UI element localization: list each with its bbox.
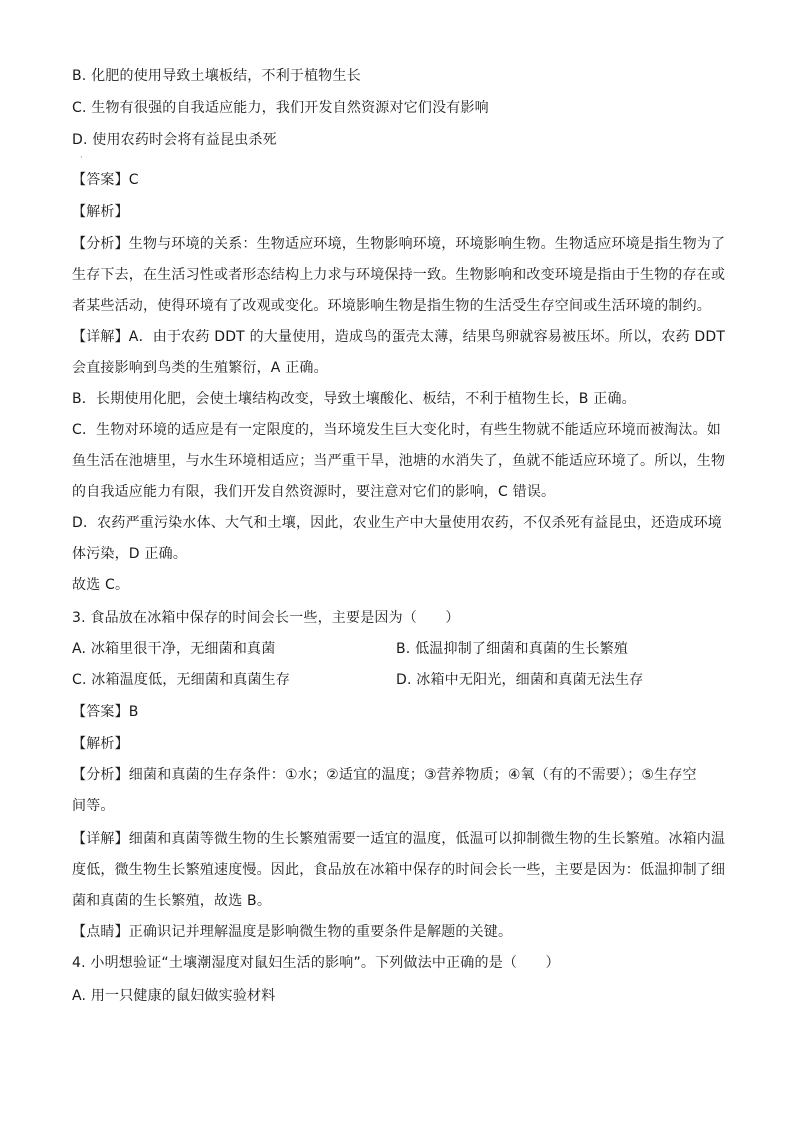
detail-text-line: 菌和真菌的生长繁殖，故选 B。	[72, 893, 272, 909]
analysis-text-line: 生存下去，在生活习性或者形态结构上力求与环境保持一致。生物影响和改变环境是指由于生物的存在或	[72, 267, 726, 283]
analysis-text-line: 间等。	[72, 798, 115, 814]
detail-text-line: D．农药严重污染水体、大气和土壤，因此，农业生产中大量使用农药，不仅杀死有益昆虫，还造成环境	[72, 515, 722, 531]
option-b-line: B. 化肥的使用导致土壤板结，不利于植物生长	[72, 68, 361, 84]
q3-option-c: C. 冰箱温度低，无细菌和真菌生存	[72, 672, 291, 688]
analysis-text-line: 者某些活动，使得环境有了改观或变化。环境影响生物是指生物的生活受生存空间或生活环境的制约。	[72, 298, 711, 314]
q3-option-d: D. 冰箱中无阳光，细菌和真菌无法生存	[396, 672, 644, 688]
q3-option-b: B. 低温抑制了细菌和真菌的生长繁殖	[396, 641, 629, 657]
conclusion-line: 故选 C。	[72, 577, 130, 593]
stray-dot: ·	[80, 153, 83, 162]
answer-line-q2: 【答案】C	[72, 172, 139, 188]
q4-option-a: A. 用一只健康的鼠妇做实验材料	[72, 988, 276, 1004]
detail-text-line: 【详解】A．由于农药 DDT 的大量使用，造成鸟的蛋壳太薄，结果鸟卵就容易被压坏。所以，农药 DDT	[72, 329, 726, 345]
question-4-stem: 4. 小明想验证“土壤潮湿度对鼠妇生活的影响”。下列做法中正确的是（ ）	[72, 955, 560, 971]
analysis-text-line: 【分析】细菌和真菌的生存条件：①水；②适宜的温度；③营养物质；④氧（有的不需要）；⑤生存空	[72, 767, 697, 783]
detail-text-line: B．长期使用化肥，会使土壤结构改变，导致土壤酸化、板结，不利于植物生长，B 正确。	[72, 391, 636, 407]
detail-text-line: 度低，微生物生长繁殖速度慢。因此，食品放在冰箱中保存的时间会长一些，主要是因为：低温抑制了细	[72, 862, 726, 878]
tip-line: 【点睛】正确识记并理解温度是影响微生物的重要条件是解题的关键。	[72, 924, 513, 940]
option-c-line: C. 生物有很强的自我适应能力，我们开发自然资源对它们没有影响	[72, 100, 489, 116]
question-3-stem: 3. 食品放在冰箱中保存的时间会长一些，主要是因为（ ）	[72, 610, 460, 626]
detail-text-line: C．生物对环境的适应是有一定限度的，当环境发生巨大变化时，有些生物就不能适应环境而被淘汰。如	[72, 422, 721, 438]
option-d-line: D. 使用农药时会将有益昆虫杀死	[72, 132, 277, 148]
detail-text-line: 【详解】细菌和真菌等微生物的生长繁殖需要一适宜的温度，低温可以抑制微生物的生长繁殖。冰箱内温	[72, 831, 726, 847]
analysis-text-line: 【分析】生物与环境的关系：生物适应环境，生物影响环境，环境影响生物。生物适应环境是指生物为了	[72, 236, 726, 252]
detail-text-line: 的自我适应能力有限，我们开发自然资源时，要注意对它们的影响，C 错误。	[72, 484, 556, 500]
analysis-heading-q2: 【解析】	[72, 204, 129, 220]
detail-text-line: 体污染，D 正确。	[72, 546, 188, 562]
detail-text-line: 会直接影响到鸟类的生殖繁衍，A 正确。	[72, 360, 328, 376]
detail-text-line: 鱼生活在池塘里，与水生环境相适应；当严重干旱，池塘的水消失了，鱼就不能适应环境了。所以，生物	[72, 453, 726, 469]
answer-line-q3: 【答案】B	[72, 704, 139, 720]
q3-option-a: A. 冰箱里很干净，无细菌和真菌	[72, 641, 276, 657]
analysis-heading-q3: 【解析】	[72, 736, 129, 752]
